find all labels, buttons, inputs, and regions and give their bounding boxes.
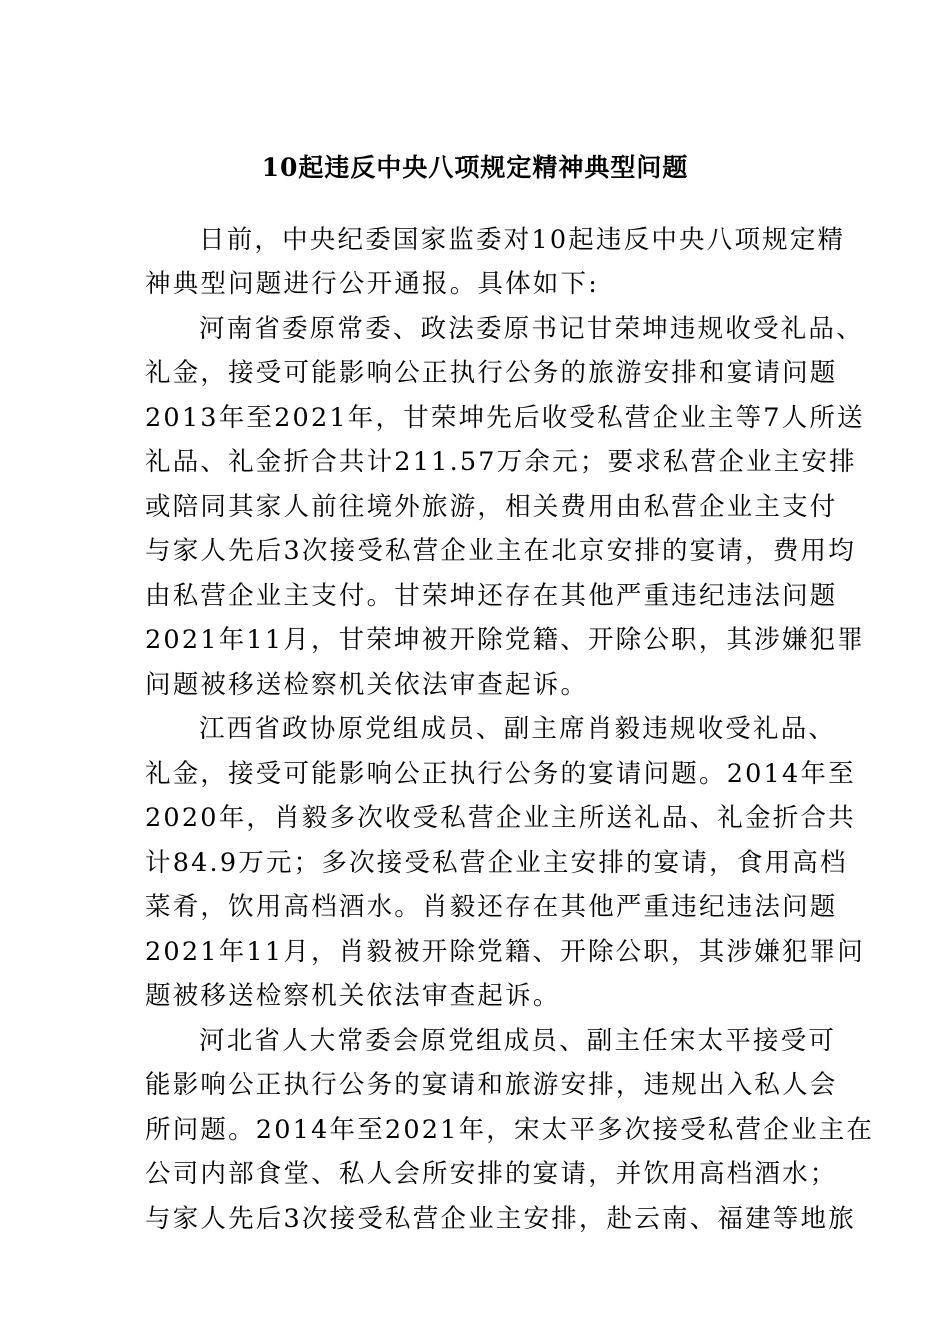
text-line: 礼品、礼金折合共计211.57万余元；要求私营企业主安排 xyxy=(145,447,857,477)
text-line: 由私营企业主支付。甘荣坤还存在其他严重违纪违法问题 xyxy=(145,581,838,611)
text-line: 河南省委原常委、政法委原书记甘荣坤违规收受礼品、 xyxy=(199,314,864,344)
text-line: 日前，中央纪委国家监委对10起违反中央八项规定精 xyxy=(199,225,846,255)
text-line: 或陪同其家人前往境外旅游，相关费用由私营企业主支付 xyxy=(145,492,838,522)
text-line: 2021年11月，甘荣坤被开除党籍、开除公职，其涉嫌犯罪 xyxy=(145,625,865,655)
document-title: 10起违反中央八项规定精神典型问题 xyxy=(261,153,689,182)
text-line: 江西省政协原党组成员、副主席肖毅违规收受礼品、 xyxy=(199,714,837,744)
text-line: 2021年11月，肖毅被开除党籍、开除公职，其涉嫌犯罪问 xyxy=(145,937,865,967)
text-line: 计84.9万元；多次接受私营企业主安排的宴请，食用高档 xyxy=(145,848,848,878)
text-line: 菜肴，饮用高档酒水。肖毅还存在其他严重违纪违法问题 xyxy=(145,892,838,922)
text-line: 2013年至2021年，甘荣坤先后收受私营企业主等7人所送 xyxy=(145,403,865,433)
text-line: 问题被移送检察机关依法审查起诉。 xyxy=(145,670,589,700)
text-line: 礼金，接受可能影响公正执行公务的宴请问题。2014年至 xyxy=(145,759,856,789)
text-line: 河北省人大常委会原党组成员、副主任宋太平接受可 xyxy=(199,1026,837,1056)
text-line: 与家人先后3次接受私营企业主在北京安排的宴请，费用均 xyxy=(145,536,856,566)
text-line: 能影响公正执行公务的宴请和旅游安排，违规出入私人会 xyxy=(145,1070,838,1100)
text-line: 礼金，接受可能影响公正执行公务的旅游安排和宴请问题 xyxy=(145,358,838,388)
text-line: 2020年，肖毅多次收受私营企业主所送礼品、礼金折合共 xyxy=(145,803,856,833)
text-line: 公司内部食堂、私人会所安排的宴请，并饮用高档酒水； xyxy=(145,1159,838,1189)
text-line: 神典型问题进行公开通报。具体如下: xyxy=(145,269,599,299)
text-line: 与家人先后3次接受私营企业主安排，赴云南、福建等地旅 xyxy=(145,1204,856,1234)
text-line: 所问题。2014年至2021年，宋太平多次接受私营企业主在 xyxy=(145,1115,875,1145)
text-line: 题被移送检察机关依法审查起诉。 xyxy=(145,981,561,1011)
